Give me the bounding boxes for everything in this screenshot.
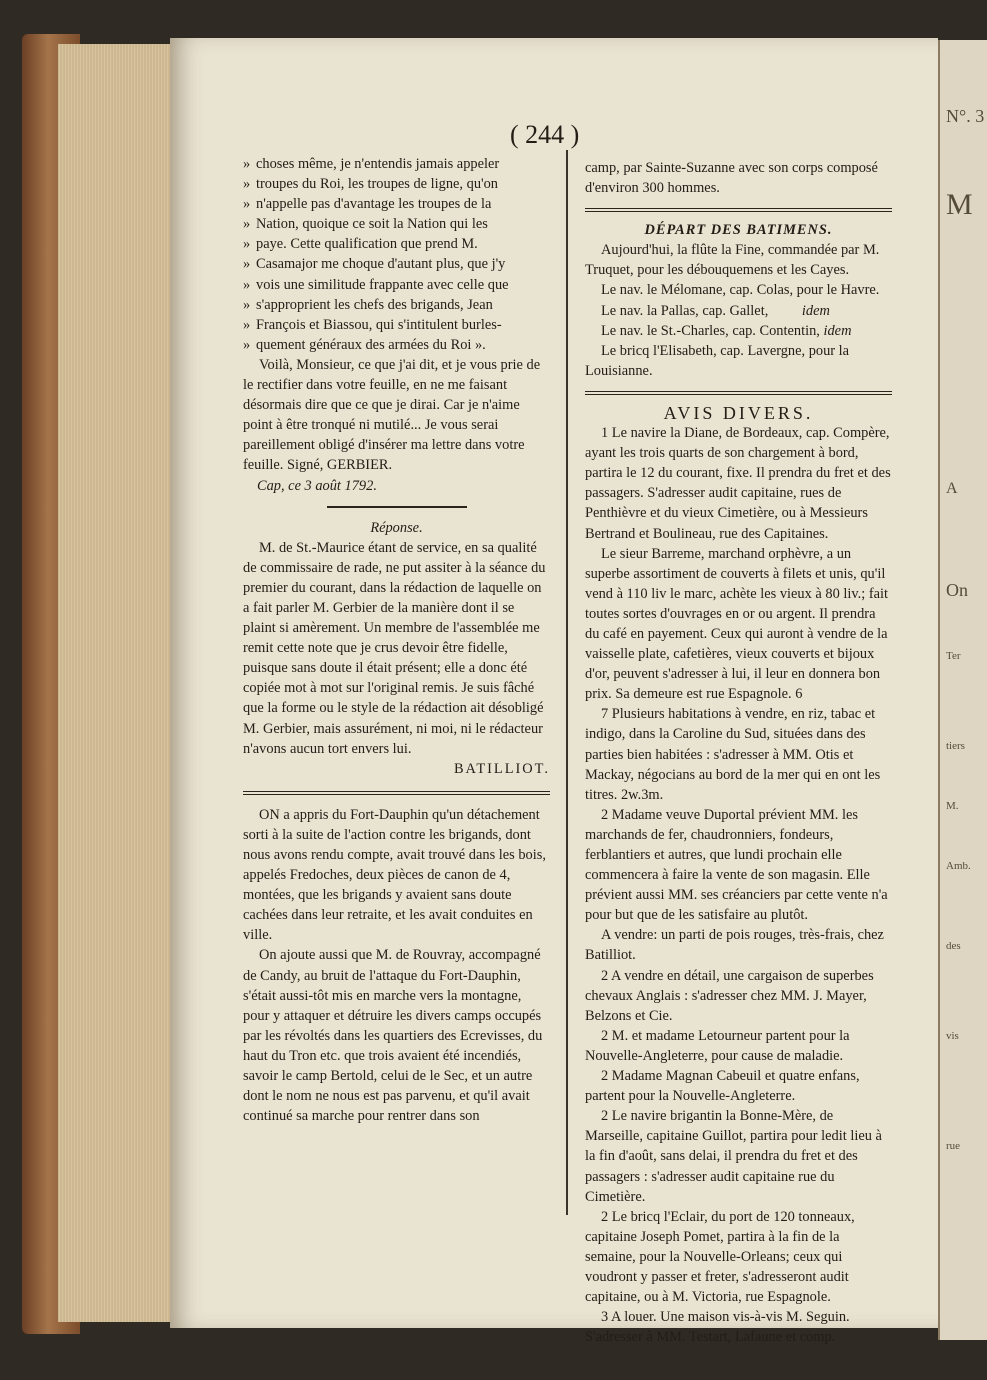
response-signature: BATILLIOT. — [453, 760, 550, 777]
adjacent-fragment: Ter — [946, 650, 961, 662]
quoted-line: » paye. Cette qualification que prend M. — [243, 236, 478, 253]
continuation-text: camp, par Sainte-Suzanne avec son corps composé d'environ 300 hommes. — [585, 160, 878, 197]
notice: 2 A vendre en détail, une cargaison de superbes chevaux Anglais : s'adresser chez MM. J. Mayer, Belzons et Cie. — [585, 967, 874, 1024]
letter-date-signature: Cap, ce 3 août 1792. — [257, 477, 377, 494]
ship-entry: Le nav. le St.-Charles, cap. Contentin, idem — [601, 322, 852, 339]
notice: 2 M. et madame Letourneur partent pour la Nouvelle-Angleterre, pour cause de maladie. — [585, 1027, 850, 1064]
adjacent-fragment: rue — [946, 1140, 961, 1152]
adjacent-fragment: M — [946, 188, 973, 221]
ship-entry: Le bricq l'Elisabeth, cap. Lavergne, pour la Louisianne. — [585, 342, 850, 379]
depart-section-title: DÉPART DES BATIMENS. — [644, 222, 833, 239]
page-number: ( 244 ) — [510, 120, 580, 149]
adjacent-fragment: N°. 3 — [946, 106, 985, 126]
separator — [243, 791, 550, 795]
left-column — [243, 154, 550, 1126]
notice: 2 Le bricq l'Eclair, du port de 120 tonneaux, capitaine Joseph Pomet, partira à la fin de la semaine, pour la Nouvelle-Orleans; ceux qui voudront y passer et freter, s'adresseront audit capitaine, ou à M. Victoria, rue Espagnole. — [585, 1208, 855, 1306]
quoted-line: » Nation, quoique ce soit la Nation qui les — [243, 216, 488, 233]
notice: 2 Le navire brigantin la Bonne-Mère, de Marseille, capitaine Guillot, partira pour ledit lieu à la fin d'août, sans delai, il prendra du fret et des passagers : s'adresser audit capitaine rue du Cimetière. — [585, 1108, 882, 1205]
adjacent-fragment: tiers — [946, 740, 965, 752]
depart-intro: Aujourd'hui, la flûte la Fine, commandée par M. Truquet, pour les débouquemens et les Cayes. — [585, 242, 880, 279]
separator — [327, 506, 467, 508]
separator — [585, 208, 892, 212]
notice: 1 Le navire la Diane, de Bordeaux, cap. Compère, ayant les trois quarts de son chargement à bord, partira le 12 du courant, fixe. Il prendra du fret et des passagers. S'adresser audit capitaine, rues de Penthièvre et du vieux Cimetière, ou à Messieurs Bertrand et Boulineau, rue des Capitaines. — [585, 425, 891, 542]
quoted-line: » s'approprient les chefs des brigands, Jean — [243, 296, 493, 313]
column-rule — [566, 150, 568, 1215]
notice: 2 Madame Magnan Cabeuil et quatre enfans, partent pour la Nouvelle-Angleterre. — [585, 1068, 860, 1105]
avis-section-title: AVIS DIVERS. — [663, 402, 814, 423]
adjacent-fragment: M. — [946, 800, 959, 812]
right-column — [585, 158, 892, 1347]
quoted-line: » n'appelle pas d'avantage les troupes de la — [243, 196, 492, 213]
notice: Le sieur Barreme, marchand orphèvre, a un superbe assortiment de couverts à filets et unis, qu'il vend à 110 liv le marc, achète les vieux à 80 liv.; fait toutes sortes d'ouvrages en or ou argent. Il prendra du café en payement. Ceux qui auront à vendre de la vaisselle plate, cafetières, vieux couverts et bijoux d'or, peuvent s'adresser à lui, il leur en donnera bon prix. Sa demeure est rue Espagnole. 6 — [585, 545, 889, 703]
adjacent-fragment: des — [946, 940, 961, 952]
fort-dauphin-paragraph: On ajoute aussi que M. de Rouvray, accompagné de Candy, au bruit de l'attaque du Fort-Dauphin, s'était aussi-tôt mis en marche vers la montagne, pour y attaquer et détruire les divers camps occupés par les révoltés dans les quartiers des Ecrevisses, du haut du Tron etc. que trois avaient été incendiés, savoir le camp Bertold, celui de le Sec, et un autre dont le nom ne nous est pas parvenu, et qu'il avait continué sa marche pour rentrer dans son — [243, 947, 543, 1125]
quoted-line: » François et Biassou, qui s'intitulent burles- — [243, 316, 502, 333]
adjacent-fragment: vis — [946, 1030, 959, 1042]
notice: 2 Madame veuve Duportal prévient MM. les marchands de fer, chaudronniers, fondeurs, ferblantiers et autres, que lundi prochain elle commencera à faire la vente de son magasin. Elle prévient aussi MM. ses créanciers par cette vente n'a pour but que de les satisfaire au plutôt. — [585, 806, 888, 924]
adjacent-fragment: On — [946, 580, 968, 600]
notice: 3 A louer. Une maison vis-à-vis M. Seguin. S'adresser à MM. Testart, Lafaune et comp. — [585, 1309, 850, 1346]
adjacent-fragment: Amb. — [946, 860, 971, 872]
quoted-line: » troupes du Roi, les troupes de ligne, qu'on — [243, 176, 499, 193]
separator — [585, 391, 892, 395]
response-heading: Réponse. — [370, 519, 423, 536]
adjacent-fragment: A — [946, 480, 958, 497]
adjacent-page — [938, 40, 987, 1340]
quoted-line: » quement généraux des armées du Roi ». — [243, 336, 486, 353]
quoted-line: » Casamajor me choque d'autant plus, que j'y — [243, 256, 506, 273]
quoted-line: » vois une similitude frappante avec celle que — [243, 276, 509, 293]
letter-closing: Voilà, Monsieur, ce que j'ai dit, et je vous prie de le rectifier dans votre feuille, en ne me faisant désormais dire que ce que je dirai. Car je n'aime point à être tronqué ni mutilé... Je vous serai pareillement obligé d'insérer ma lettre dans votre feuille. Signé, GERBIER. — [243, 356, 541, 474]
ship-entry: Le nav. le Mélomane, cap. Colas, pour le Havre. — [601, 282, 880, 299]
quoted-line: » choses même, je n'entendis jamais appeler — [243, 156, 500, 172]
page-stack-edge — [58, 44, 176, 1322]
notice: A vendre: un parti de pois rouges, très-frais, chez Batilliot. — [585, 927, 884, 964]
response-text: M. de St.-Maurice étant de service, en sa qualité de commissaire de rade, ne put assiter à la séance du premier du courant, dans la rédaction de laquelle on a fait parler M. Gerbier de la manière dont il se plaint si amèrement. Un membre de l'assemblée me remit cette note que je crus devoir être fidelle, puisque sans doute il était présent; elle a donc été copiée mot à mot sur l'original remis. Je suis fâché que la forme ou le style de la rédaction ait désobligé M. Gerbier, mais assurément, ni moi, ni le rédacteur n'avons aucun tort envers lui. — [243, 539, 546, 757]
notice: 7 Plusieurs habitations à vendre, en riz, tabac et indigo, dans la Caroline du Sud, situées dans des parties bien habitées : s'adresser à MM. Otis et Mackay, négocians au bord de la mer qui en ont les titres. 2w.3m. — [585, 706, 881, 803]
ship-entry: Le nav. la Pallas, cap. Gallet, idem — [601, 302, 830, 319]
fort-dauphin-paragraph: ON a appris du Fort-Dauphin qu'un détachement sorti à la suite de l'action contre les brigands, dont nous avons rendu compte, avait trouvé dans les bois, appelés Fredoches, deux pièces de canon de 4, montées, que les brigands y avaient sans doute cachées dans leur retraite, et les avait conduites en ville. — [243, 806, 546, 944]
